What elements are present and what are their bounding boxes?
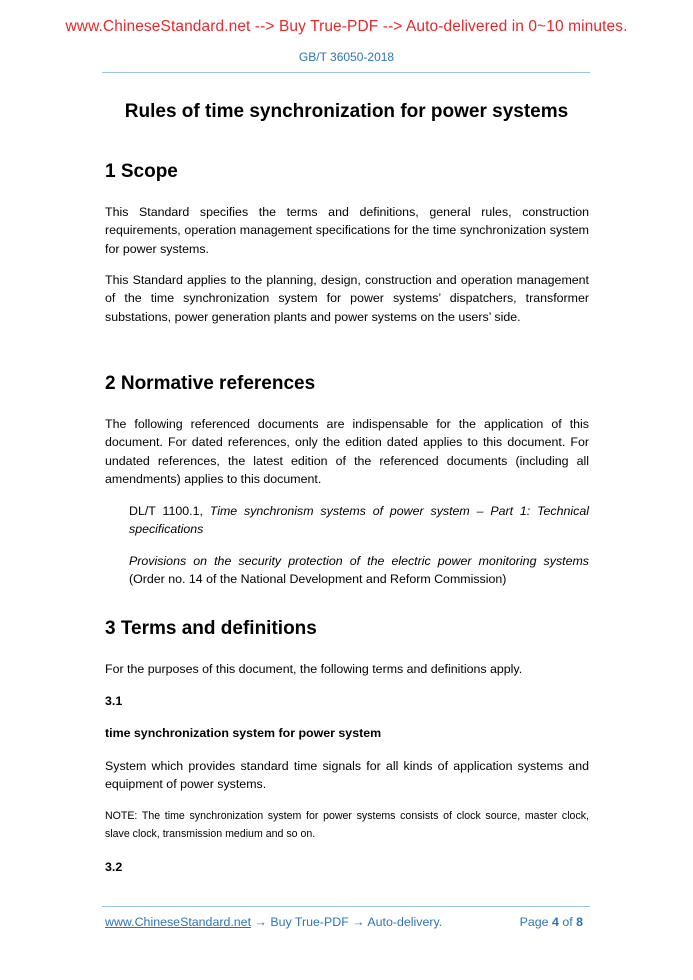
page-indicator (520, 915, 583, 929)
normative-paragraph: The following referenced documents are indispensable for the application of this document. For dated references, only the edition dated applies to this document. For undated references, the latest edition of the referenced documents (including all amendments) applies to this document. (105, 417, 589, 487)
term-3-1: time synchronization system for power system (105, 726, 382, 740)
document-title: Rules of time synchronization for power systems (124, 101, 569, 122)
footer-links (105, 915, 442, 929)
page-current: 4 (551, 915, 559, 929)
term-3-1-definition: System which provides standard time signals for all kinds of application systems and equipment of power systems. (105, 759, 589, 792)
terms-intro: For the purposes of this document, the following terms and definitions apply. (105, 662, 523, 676)
footer-buy-text: Buy True-PDF (270, 915, 349, 929)
scope-paragraph-1: This Standard specifies the terms and definitions, general rules, construction requirements, operation management specifications for the time synchronization system for power systems. (105, 205, 589, 256)
heading-scope: 1 Scope (105, 161, 178, 182)
reference-1-code: DL/T 1100.1, (129, 504, 210, 518)
footer-auto-text: Auto-delivery. (367, 915, 443, 929)
reference-2-title: Provisions on the security protection of the electric power monitoring systems (129, 554, 589, 568)
header-divider (102, 72, 590, 73)
term-number-3-2: 3.2 (105, 860, 123, 874)
page-total: 8 (576, 915, 583, 929)
arrow-icon: → (348, 915, 368, 929)
heading-terms-definitions: 3 Terms and definitions (105, 618, 317, 639)
page-of: of (558, 915, 577, 929)
top-banner[interactable]: www.ChineseStandard.net --> Buy True-PDF --> Auto-delivered in 0~10 minutes. (65, 18, 628, 35)
standard-code: GB/T 36050-2018 (298, 50, 395, 64)
page-label: Page (519, 915, 552, 929)
arrow-icon: → (251, 915, 271, 929)
term-number-3-1: 3.1 (105, 694, 123, 708)
footer-divider (102, 906, 590, 907)
reference-2-order: (Order no. 14 of the National Development and Reform Commission) (129, 572, 507, 587)
reference-1 (129, 502, 589, 539)
reference-1-title: Time synchronism systems of power system – Part 1: Technical specifications (129, 504, 589, 537)
reference-2 (129, 552, 589, 589)
footer-site-link[interactable]: www.ChineseStandard.net (105, 915, 252, 929)
heading-normative-references: 2 Normative references (105, 373, 316, 394)
scope-paragraph-2: This Standard applies to the planning, design, construction and operation management of the time synchronization system for power systems’ dispatchers, transformer substations, power generation plants and power systems on the users’ side. (105, 273, 589, 324)
term-3-1-note: NOTE: The time synchronization system for power systems consists of clock source, master clock, slave clock, transmission medium and so on. (105, 810, 589, 840)
